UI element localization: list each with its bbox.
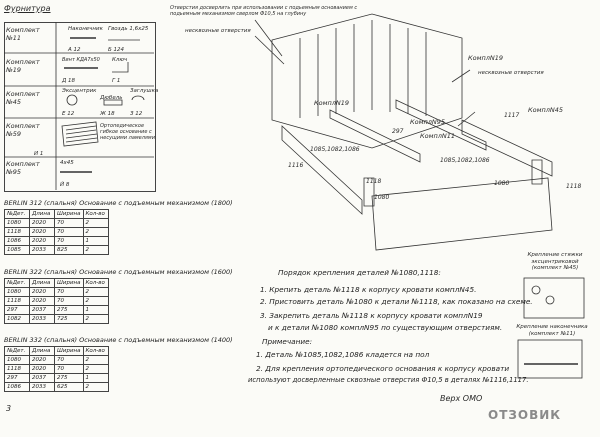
- cell: 2: [83, 297, 108, 306]
- cell: 725: [55, 315, 84, 324]
- col-header: Длина: [30, 279, 55, 288]
- label-1118-b: 1118: [566, 183, 582, 190]
- cell: 2037: [30, 374, 55, 383]
- kit95-code: Й 8: [60, 182, 70, 188]
- note-3: используют досверленные сквозные отверстия Ф10,5 в деталях №1116,1117.: [248, 376, 529, 384]
- cell: 70: [55, 237, 84, 246]
- cell: 297: [5, 374, 30, 383]
- cell: 2033: [30, 315, 55, 324]
- instruction-step-1: 1. Крепить деталь №1118 к корпусу кровати комплN45.: [260, 285, 477, 294]
- nonthrough-note: несквозные отверстия: [185, 28, 251, 34]
- signature: Верх ОМО: [440, 394, 483, 403]
- kit-label-59: Комплект №59: [6, 122, 40, 138]
- cell: 1086: [5, 383, 30, 392]
- cell: 70: [55, 219, 84, 228]
- note-title: Примечание:: [262, 337, 313, 346]
- cell: 2: [83, 219, 108, 228]
- label-nonthrough: несквозные отверстия: [478, 70, 544, 76]
- instructions-title: Порядок крепления деталей №1080,1118:: [278, 268, 441, 277]
- cell: 1: [83, 374, 108, 383]
- kit45-item-dowel: Дюбель: [100, 95, 123, 101]
- spec-table-3-title: BERLIN 332 (спальня) Основание с подъемным механизмом (1400): [4, 336, 233, 344]
- hardware-title: Фурнитура: [4, 4, 51, 13]
- watermark: ОТЗОВИК: [488, 408, 562, 422]
- cell: 1118: [5, 297, 30, 306]
- side-rail-1116: [282, 126, 362, 214]
- eccentric-detail-title: Крепление стяжки эксцентриковой (комплект №45): [527, 252, 583, 271]
- cell: 1080: [5, 356, 30, 365]
- cell: 2020: [30, 297, 55, 306]
- kit59-item-base: Ортопедическое гибкое основание с несущими ламелями: [100, 123, 155, 141]
- cell: 2033: [30, 383, 55, 392]
- col-header: Кол-во: [83, 210, 108, 219]
- label-kompl19-top: КомплN19: [468, 54, 504, 62]
- col-header: №Дет.: [5, 279, 30, 288]
- page-number: 3: [6, 404, 12, 413]
- col-header: Кол-во: [83, 279, 108, 288]
- kit19-code-g: Г 1: [112, 78, 121, 84]
- cell: 825: [55, 246, 84, 255]
- dowel-sketch: [104, 100, 122, 105]
- cell: 1118: [5, 228, 30, 237]
- col-header: Ширина: [55, 210, 84, 219]
- kit45-code-zh: Ж 18: [100, 111, 115, 117]
- col-header: Кол-во: [83, 347, 108, 356]
- kit19-item-screw: Винт КДА7х50: [62, 57, 100, 63]
- kit45-item-plug: Заглушка: [130, 88, 159, 94]
- col-header: №Дет.: [5, 210, 30, 219]
- cell: 2: [83, 315, 108, 324]
- cell: 70: [55, 288, 84, 297]
- cell: 2: [83, 246, 108, 255]
- bracket-1118: [532, 160, 542, 184]
- tip-detail-box: [518, 340, 582, 378]
- kit59-code-i: И 1: [34, 151, 44, 157]
- cell: 70: [55, 228, 84, 237]
- label-1080-b: 1080: [494, 180, 510, 187]
- cell: 625: [55, 383, 84, 392]
- cell: 1080: [5, 219, 30, 228]
- kit-label-19: Комплект №19: [6, 58, 40, 74]
- cell: 1: [83, 237, 108, 246]
- col-header: Ширина: [55, 347, 84, 356]
- tip-detail-title: Крепление наконечника (комплект №11): [516, 324, 588, 337]
- label-parts-right: 1085,1082,1086: [440, 157, 490, 164]
- note-1: 1. Деталь №1085,1082,1086 кладется на пол: [256, 350, 430, 359]
- inner-rail: [330, 110, 420, 162]
- label-kompl45: КомплN45: [528, 106, 564, 114]
- cell: 1082: [5, 315, 30, 324]
- label-297: 297: [392, 128, 404, 135]
- kit45-code-e: Е 12: [62, 111, 75, 117]
- kit-label-11: Комплект №11: [6, 26, 40, 42]
- eccentric-sketch: [67, 95, 77, 105]
- cell: 1086: [5, 237, 30, 246]
- cell: 70: [55, 297, 84, 306]
- cell: 2: [83, 383, 108, 392]
- cell: 2033: [30, 246, 55, 255]
- cell: 2: [83, 356, 108, 365]
- col-header: Длина: [30, 347, 55, 356]
- spec-table-1-title: BERLIN 312 (спальня) Основание с подъемным механизмом (1800): [4, 199, 233, 207]
- kit11-code-b: Б 124: [108, 47, 125, 53]
- cell: 70: [55, 356, 84, 365]
- cell: 2020: [30, 237, 55, 246]
- kit45-item-eccentric: Эксцентрик: [62, 88, 97, 94]
- cell: 275: [55, 374, 84, 383]
- kit11-code-a: А 12: [68, 47, 81, 53]
- label-kompl19-left: КомплN19: [314, 99, 350, 107]
- kit95-item-screw: 4х45: [60, 160, 74, 166]
- cell: 2037: [30, 306, 55, 315]
- kit19-code-d: Д 18: [62, 78, 76, 84]
- footboard-1080: [372, 178, 552, 250]
- cell: 275: [55, 306, 84, 315]
- col-header: №Дет.: [5, 347, 30, 356]
- col-header: Ширина: [55, 279, 84, 288]
- label-1118-a: 1118: [366, 178, 382, 185]
- instruction-step-2: 2. Пристовить деталь №1080 к детали №1118, как показано на схеме.: [260, 297, 533, 306]
- cell: 297: [5, 306, 30, 315]
- kit11-item-nail: Гвоздь 1,6х25: [108, 26, 149, 32]
- key-sketch: [112, 62, 128, 72]
- cell: 1: [83, 306, 108, 315]
- instruction-step-3b: и к детали №1080 комплN95 по существующим отверстиям.: [268, 323, 503, 332]
- eccentric-detail-box: [524, 278, 584, 318]
- cell: 2: [83, 365, 108, 374]
- cell: 2020: [30, 365, 55, 374]
- spec-table-2-title: BERLIN 322 (спальня) Основание с подъемным механизмом (1600): [4, 268, 233, 276]
- kit19-item-key: Ключ: [112, 57, 128, 63]
- kit45-code-z: З 12: [130, 111, 143, 117]
- note-2: 2. Для крепления ортопедического основания к корпусу кровати: [256, 364, 510, 373]
- plug-sketch: [132, 96, 144, 100]
- kit11-item-tip: Наконечник: [68, 26, 103, 32]
- cell: 1080: [5, 288, 30, 297]
- col-header: Длина: [30, 210, 55, 219]
- cell: 2020: [30, 228, 55, 237]
- cell: 2: [83, 228, 108, 237]
- kit-label-45: Комплект №45: [6, 90, 40, 106]
- kit-label-95: Комплект №95: [6, 160, 40, 176]
- cell: 2020: [30, 219, 55, 228]
- label-kompl95: КомплN95: [410, 118, 446, 126]
- side-rail-1117: [462, 120, 552, 176]
- cell: 1085: [5, 246, 30, 255]
- label-1117: 1117: [504, 112, 520, 119]
- label-1080-a: 1080: [374, 194, 390, 201]
- cell: 2: [83, 288, 108, 297]
- cell: 1118: [5, 365, 30, 374]
- label-parts-left: 1085,1082,1086: [310, 146, 360, 153]
- label-1116: 1116: [288, 162, 304, 169]
- instruction-step-3: 3. Закрепить деталь №1118 к корпусу кровати комплN19: [260, 311, 483, 320]
- label-kompl11: КомплN11: [420, 132, 456, 140]
- cell: 2020: [30, 356, 55, 365]
- cell: 2020: [30, 288, 55, 297]
- holes-note: Отверстия досверлить при использовании с подьемным основанием с подьемным механизмом сверлом Ф10,5 на глубину: [170, 5, 358, 17]
- cell: 70: [55, 365, 84, 374]
